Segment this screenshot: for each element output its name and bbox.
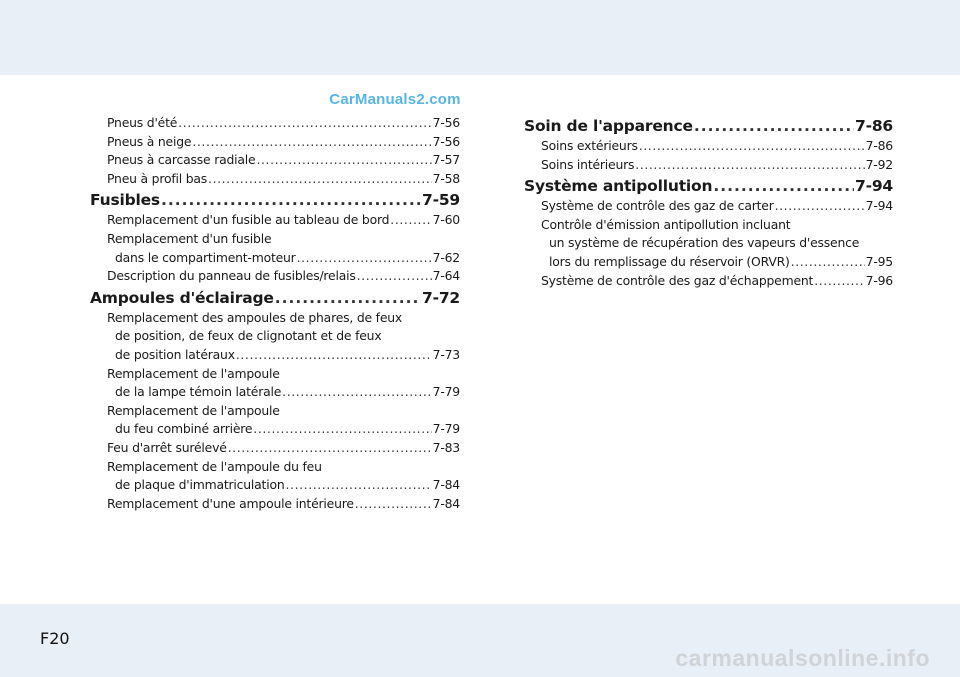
toc-entry-page: 7-86 xyxy=(865,138,893,153)
toc-entry-page: 7-56 xyxy=(432,115,460,130)
toc-entry-title-line: Remplacement de l'ampoule xyxy=(107,365,280,381)
toc-right-column xyxy=(524,114,893,290)
watermark-bottom: carmanualsonline.info xyxy=(675,645,930,671)
toc-entry[interactable] xyxy=(524,272,893,291)
toc-entry[interactable] xyxy=(90,267,460,286)
toc-entry-title: Pneu à profil bas xyxy=(107,170,208,186)
toc-entry-title: Soins intérieurs xyxy=(541,156,635,172)
toc-section-title: Système antipollution xyxy=(524,177,713,196)
dot-leader xyxy=(713,175,854,197)
toc-entry-title: Remplacement d'une ampoule intérieure xyxy=(107,495,354,511)
toc-section-title: Ampoules d'éclairage xyxy=(90,288,274,307)
toc-entry[interactable] xyxy=(90,230,460,267)
toc-entry-title-line: un système de récupération des vapeurs d'essence xyxy=(549,235,860,251)
toc-entry-title: Remplacement d'un fusible au tableau de bord xyxy=(107,212,390,228)
toc-entry-title-line: Remplacement de l'ampoule xyxy=(107,402,280,418)
toc-entry-title-line: Remplacement de l'ampoule du feu xyxy=(107,458,322,474)
toc-entry[interactable] xyxy=(90,133,460,152)
toc-entry-page: 7-58 xyxy=(432,170,460,186)
watermark-top: CarManuals2.com xyxy=(329,91,461,108)
toc-entry-title: Soins extérieurs xyxy=(541,138,638,153)
toc-entry[interactable] xyxy=(90,495,460,514)
toc-entry-title: Pneus à neige xyxy=(107,133,192,149)
toc-entry-title-line: Remplacement d'un fusible xyxy=(107,230,272,246)
toc-section-emission[interactable] xyxy=(524,175,893,197)
toc-entry-title: Système de contrôle des gaz d'échappement xyxy=(541,272,814,288)
dot-leader xyxy=(228,439,432,458)
toc-entry[interactable] xyxy=(90,309,460,365)
dot-leader xyxy=(390,211,431,230)
toc-entry-page: 7-62 xyxy=(432,249,460,265)
toc-entry-title: Pneus à carcasse radiale xyxy=(107,152,256,168)
toc-entry-page: 7-84 xyxy=(432,477,460,493)
dot-leader xyxy=(161,189,421,211)
dot-leader xyxy=(355,495,432,514)
toc-entry[interactable] xyxy=(524,197,893,216)
dot-leader xyxy=(178,114,432,133)
toc-entry-title: Feu d'arrêt surélevé xyxy=(107,439,227,455)
toc-entry-title-line: de position, de feux de clignotant et de feux xyxy=(115,328,382,344)
toc-entry-page: 7-84 xyxy=(432,495,460,511)
toc-entry[interactable] xyxy=(524,216,893,272)
toc-entry-title-line: du feu combiné arrière xyxy=(115,421,253,437)
toc-entry-page: 7-79 xyxy=(432,384,460,400)
dot-leader xyxy=(192,133,431,152)
toc-section-lighting[interactable] xyxy=(90,287,460,309)
toc-entry-title-line: Remplacement des ampoules de phares, de feux xyxy=(107,309,403,325)
dot-leader xyxy=(791,253,865,272)
dot-leader xyxy=(297,249,432,268)
toc-entry-page: 7-94 xyxy=(865,198,893,214)
toc-entry-title: Description du panneau de fusibles/relais xyxy=(107,268,356,284)
dot-leader xyxy=(275,287,421,309)
toc-entry-title-line: de position latéraux xyxy=(115,346,235,362)
toc-entry-page: 7-73 xyxy=(432,346,460,362)
toc-entry-title-line: de plaque d'immatriculation xyxy=(115,477,285,493)
toc-entry-page: 7-95 xyxy=(865,253,893,269)
toc-entry-title-line: de la lampe témoin latérale xyxy=(115,384,282,400)
toc-section-title: Fusibles xyxy=(90,191,160,210)
toc-entry-page: 7-57 xyxy=(432,152,460,168)
dot-leader xyxy=(639,137,865,156)
toc-entry-title-line: lors du remplissage du réservoir (ORVR) xyxy=(549,253,790,269)
toc-entry[interactable] xyxy=(90,458,460,495)
toc-entry[interactable] xyxy=(90,170,460,189)
toc-entry-title: Système de contrôle des gaz de carter xyxy=(541,198,774,214)
toc-entry-page: 7-56 xyxy=(432,133,460,149)
toc-left-column xyxy=(90,114,460,513)
toc-entry-page: 7-79 xyxy=(432,421,460,437)
dot-leader xyxy=(256,151,431,170)
toc-entry-title-line: Contrôle d'émission antipollution incluant xyxy=(541,216,791,232)
dot-leader xyxy=(282,383,432,402)
dot-leader xyxy=(236,346,432,365)
toc-entry[interactable] xyxy=(90,114,460,133)
toc-section-appearance[interactable] xyxy=(524,115,893,137)
toc-section-page: 7-59 xyxy=(422,191,460,210)
toc-section-page: 7-72 xyxy=(422,288,460,307)
toc-entry-page: 7-64 xyxy=(432,268,460,284)
dot-leader xyxy=(208,170,432,189)
toc-entry[interactable] xyxy=(524,156,893,175)
toc-entry-title: Pneus d'été xyxy=(107,115,178,130)
dot-leader xyxy=(775,197,865,216)
toc-entry-page: 7-83 xyxy=(432,439,460,455)
header-band xyxy=(0,0,960,75)
dot-leader xyxy=(814,272,864,291)
toc-entry[interactable] xyxy=(90,151,460,170)
toc-entry-page: 7-92 xyxy=(865,156,893,172)
dot-leader xyxy=(694,115,854,137)
toc-entry-page: 7-96 xyxy=(865,272,893,288)
page-number: F20 xyxy=(40,629,70,648)
toc-entry[interactable] xyxy=(524,137,893,156)
toc-entry-page: 7-60 xyxy=(432,212,460,228)
toc-entry-title-line: dans le compartiment-moteur xyxy=(115,249,296,265)
toc-section-title: Soin de l'apparence xyxy=(524,117,693,135)
toc-section-page: 7-94 xyxy=(855,177,893,196)
dot-leader xyxy=(253,420,431,439)
toc-entry[interactable] xyxy=(90,211,460,230)
dot-leader xyxy=(635,156,864,175)
toc-section-page: 7-86 xyxy=(855,117,893,135)
toc-entry[interactable] xyxy=(90,365,460,402)
dot-leader xyxy=(357,267,432,286)
toc-entry[interactable] xyxy=(90,439,460,458)
toc-entry[interactable] xyxy=(90,402,460,439)
dot-leader xyxy=(286,476,432,495)
toc-section-fuses[interactable] xyxy=(90,189,460,211)
